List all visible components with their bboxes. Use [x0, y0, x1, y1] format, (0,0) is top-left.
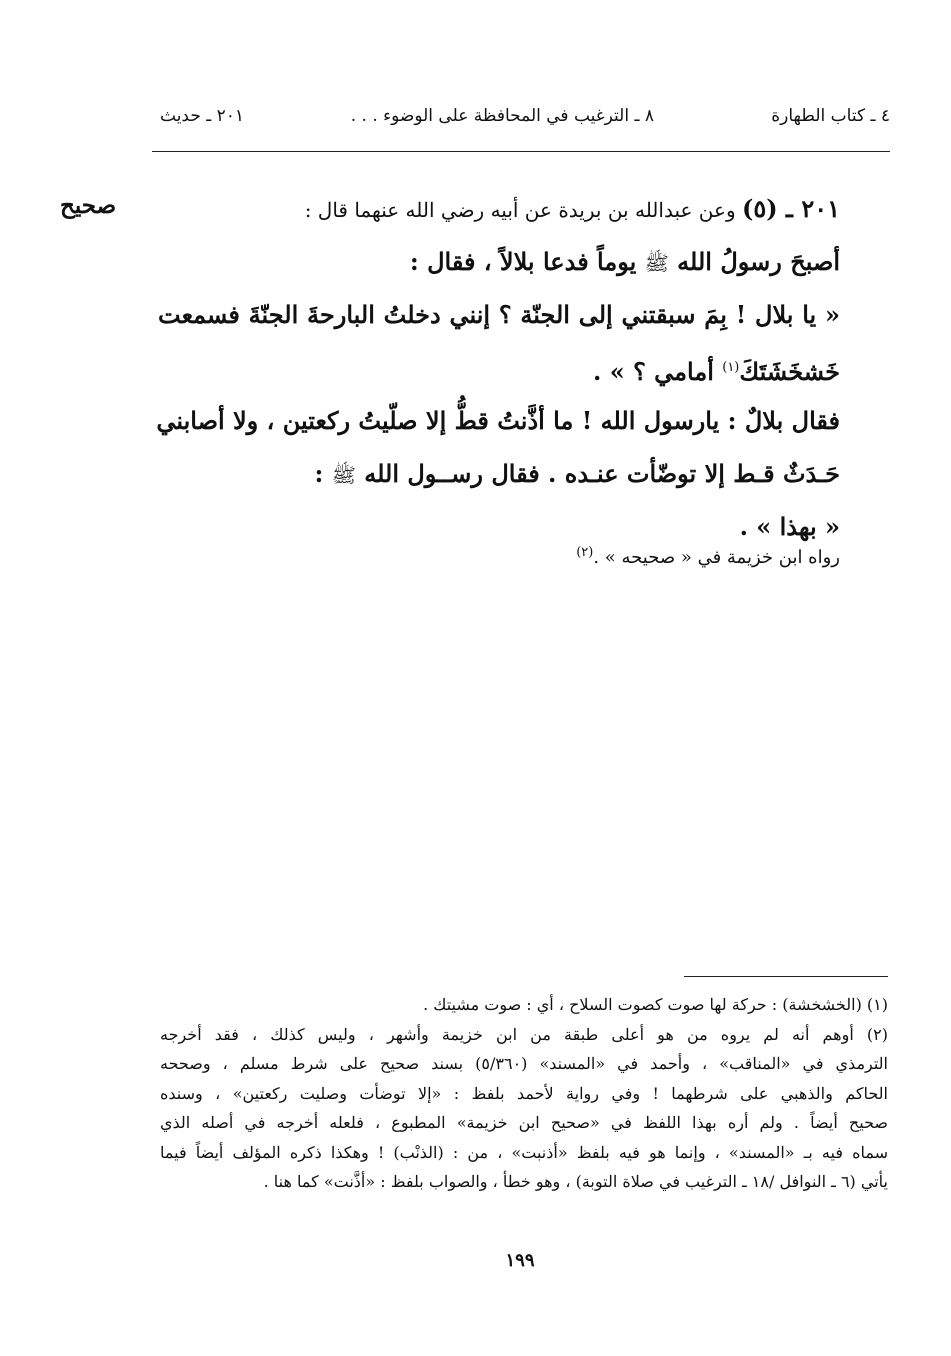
footnote-2-line: صحيح أيضاً . ولم أره بهذا اللفظ في «صحيح ابن خزيمة» المطبوع ، فلعله أخرجه في أصله الذي	[160, 1113, 888, 1132]
hadith-text: :	[314, 459, 332, 488]
salawat-glyph: ﷺ	[644, 251, 669, 275]
hadith-text: أصبحَ رسولُ الله	[668, 247, 840, 276]
hadith-line-2	[158, 235, 840, 288]
hadith-text: خَشخَشَتَكَ	[739, 357, 840, 386]
hadith-line-6	[158, 447, 840, 500]
hadith-grade: صحيح	[60, 192, 117, 219]
hadith-number: ٢٠١ ـ (٥)	[741, 194, 840, 223]
footnote-2-line: يأتي (٦ ـ النوافل /١٨ ـ الترغيب في صلاة التوبة) ، وهو خطأ ، والصواب بلفظ : «أذَّنت» كما هنا .	[263, 1172, 888, 1191]
footnote-ref-2: (٢)	[576, 545, 594, 560]
footnotes	[160, 990, 888, 1197]
footnote-1: (١) (الخشخشة) : حركة لها صوت كصوت السلاح ، أي : صوت مشيتك .	[423, 995, 888, 1014]
source-text: رواه ابن خزيمة في « صحيحه » .	[593, 547, 840, 568]
footnote-2-line: سماه فيه بـ «المسند» ، وإنما هو فيه بلفظ «أذنبت» ، من : (الذنْب) ! وهكذا ذكره المؤلف أيضاً فيما	[160, 1142, 888, 1162]
hadith-line-7: « بهذا » .	[739, 512, 840, 541]
hadith-line-1	[158, 182, 840, 235]
hadith-text: أمامي ؟ » .	[593, 357, 723, 386]
hadith-text: حَـدَثٌ قـط إلا توضّأت عنـده . فقال رســول الله	[355, 459, 840, 488]
header-chapter-title: ٨ ـ الترغيب في المحافظة على الوضوء . . .	[350, 106, 654, 126]
hadith-line-4	[158, 341, 840, 394]
header-divider	[152, 151, 890, 152]
footnote-ref-1: (١)	[722, 360, 740, 375]
page-number: ١٩٩	[505, 1250, 535, 1271]
footnote-divider	[684, 976, 888, 977]
footnote-2-line: (٢) أوهم أنه لم يروه من هو أعلى طبقة من ابن خزيمة وأشهر ، وليس كذلك ، فقد أخرجه	[160, 1024, 888, 1044]
footnote-2-line: الترمذي في «المناقب» ، وأحمد في «المسند» (٥/٣٦٠) بسند صحيح على شرط مسلم ، وصححه	[160, 1054, 889, 1073]
hadith-source	[158, 545, 840, 568]
header-book-title: ٤ ـ كتاب الطهارة	[771, 106, 890, 126]
running-header	[152, 106, 890, 136]
hadith-line-3: « يا بلال ! بِمَ سبقتني إلى الجنّة ؟ إنني دخلتُ البارحةَ الجنّةَ فسمعت	[158, 300, 840, 329]
hadith-line-5: فقال بلالٌ : يارسول الله ! ما أذَّنتُ قطُّ إلا صلّيتُ ركعتين ، ولا أصابني	[156, 406, 840, 435]
hadith-body	[158, 182, 840, 553]
salawat-glyph: ﷺ	[331, 463, 356, 487]
footnote-2-line: الحاكم والذهبي على شرطهما ! وفي رواية لأحمد بلفظ : «إلا توضأت وصليت ركعتين» ، وسنده	[160, 1083, 888, 1103]
hadith-text: يوماً فدعا بلالاً ، فقال :	[409, 247, 645, 276]
header-hadith-ref: ٢٠١ ـ حديث	[160, 106, 245, 126]
hadith-intro: وعن عبدالله بن بريدة عن أبيه رضي الله عنهما قال :	[304, 198, 742, 222]
